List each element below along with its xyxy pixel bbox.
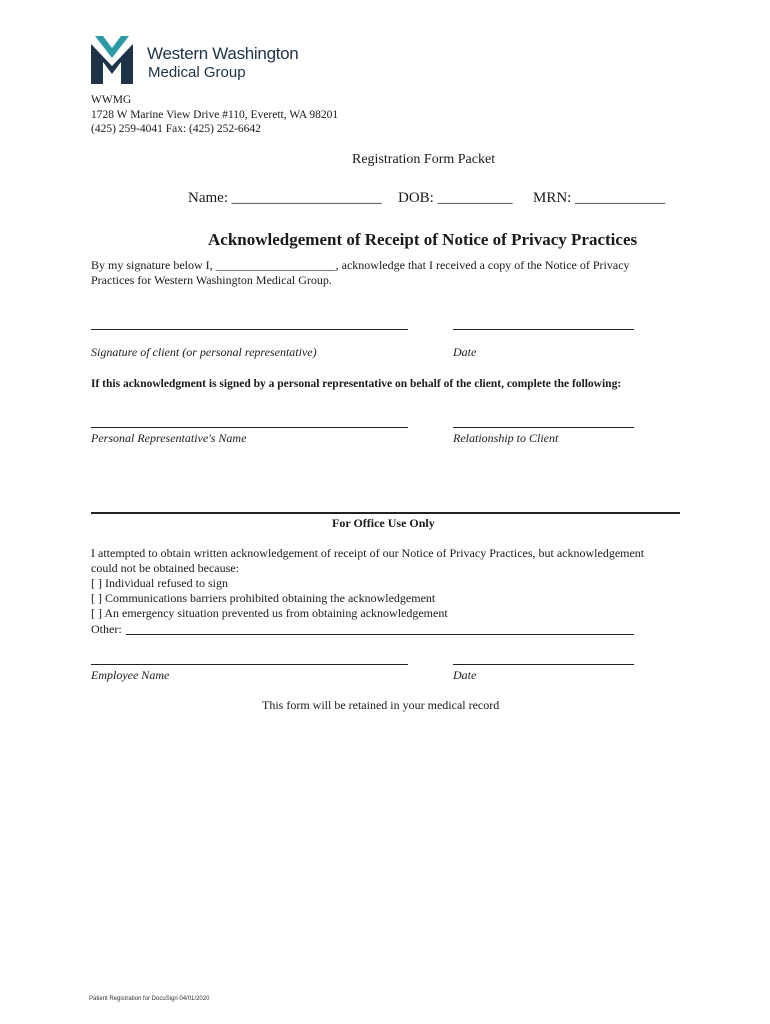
employee-name-line[interactable]	[91, 664, 408, 665]
office-use-heading: For Office Use Only	[332, 516, 435, 530]
representative-instruction: If this acknowledgment is signed by a personal representative on behalf of the client, complete the following:	[91, 378, 622, 390]
office-attempt-line1: I attempted to obtain written acknowledgement of receipt of our Notice of Privacy Practices, but acknowledgement	[91, 546, 645, 560]
org-phone-fax: (425) 259-4041 Fax: (425) 252-6642	[91, 123, 261, 135]
client-date-label: Date	[453, 345, 477, 359]
acknowledgement-statement-line2: Practices for Western Washington Medical Group.	[91, 273, 332, 287]
org-address: 1728 W Marine View Drive #110, Everett, WA 98201	[91, 109, 339, 121]
option-emergency-checkbox[interactable]: [ ] An emergency situation prevented us from obtaining acknowledgement	[91, 606, 448, 620]
logo-name-line1: Western Washington	[147, 44, 299, 63]
packet-title: Registration Form Packet	[352, 152, 496, 167]
patient-dob-field[interactable]: DOB: __________	[398, 190, 513, 206]
form-title: Acknowledgement of Receipt of Notice of Privacy Practices	[208, 230, 638, 249]
page-footer: Patient Registration for DocuSign 04/01/2020	[89, 996, 210, 1002]
org-abbreviation: WWMG	[91, 94, 132, 106]
other-reason-line[interactable]	[126, 634, 634, 635]
employee-date-line[interactable]	[453, 664, 634, 665]
client-signature-label: Signature of client (or personal representative)	[91, 345, 317, 359]
client-date-line[interactable]	[453, 329, 634, 330]
office-attempt-line2: could not be obtained because:	[91, 561, 239, 575]
office-use-divider	[91, 512, 680, 514]
employee-name-label: Employee Name	[91, 668, 170, 682]
representative-name-line[interactable]	[91, 427, 408, 428]
relationship-line[interactable]	[453, 427, 634, 428]
other-label: Other:	[91, 622, 122, 636]
relationship-label: Relationship to Client	[453, 431, 559, 445]
representative-name-label: Personal Representative's Name	[91, 431, 247, 445]
option-communication-barrier-checkbox[interactable]: [ ] Communications barriers prohibited obtaining the acknowledgement	[91, 591, 436, 605]
patient-mrn-field[interactable]: MRN: ____________	[533, 190, 666, 206]
option-refused-checkbox[interactable]: [ ] Individual refused to sign	[91, 576, 228, 590]
client-signature-line[interactable]	[91, 329, 408, 330]
logo-name-line2: Medical Group	[148, 64, 246, 81]
retention-note: This form will be retained in your medical record	[262, 698, 500, 712]
wwmg-logo-icon	[91, 36, 133, 84]
patient-name-field[interactable]: Name: ____________________	[188, 190, 382, 206]
employee-date-label: Date	[453, 668, 477, 682]
acknowledgement-statement-line1: By my signature below I, ____________________, acknowledge that I received a copy of the Notice of Privacy	[91, 258, 630, 272]
